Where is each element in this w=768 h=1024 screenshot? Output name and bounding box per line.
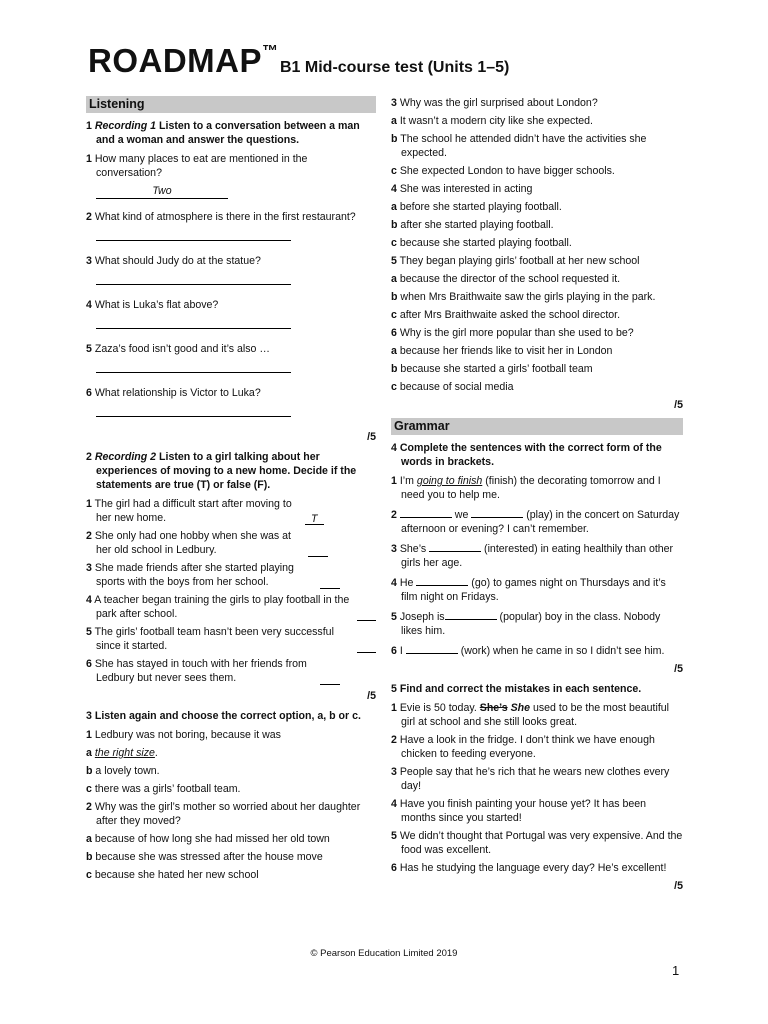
correction-question: 3 People say that he’s rich that he wears new clothes every day! <box>391 766 670 792</box>
task-4-score: /5 <box>674 663 683 675</box>
task3-question: 6 Why is the girl more popular than she used to be? <box>391 327 634 339</box>
task-3-score: /5 <box>674 399 683 411</box>
gap-blank[interactable] <box>429 540 481 552</box>
tf-statement: 2 She only had one hobby when she was at her old school in Ledbury. <box>86 529 376 557</box>
tf-statement: 6 She has stayed in touch with her friends from Ledbury but never sees them. <box>86 657 376 685</box>
correction-question: 4 Have you finish painting your house yet? It has been months since you started! <box>391 798 647 824</box>
option-b[interactable]: b a lovely town. <box>86 765 160 777</box>
answer-line[interactable] <box>96 228 376 242</box>
gap-blank[interactable] <box>400 506 452 518</box>
task-1-score: /5 <box>367 431 376 443</box>
grammar-question: 3 She’s (interested) in eating healthily than other girls her age. <box>391 540 683 570</box>
task3-question: 5 They began playing girls’ football at her new school <box>391 255 640 267</box>
option-c[interactable]: c because she started playing football. <box>391 237 572 249</box>
sample-answer: She <box>510 702 531 714</box>
option-a[interactable]: a because the director of the school requested it. <box>391 273 621 285</box>
grammar-question: 6 I (work) when he came in so I didn’t see him. <box>391 642 683 658</box>
page-header <box>88 42 509 80</box>
option-a[interactable]: a because her friends like to visit her in London <box>391 345 613 357</box>
gap-blank[interactable] <box>471 506 523 518</box>
task3-question: 4 She was interested in acting <box>391 183 533 195</box>
task1-question: 5 Zaza’s food isn’t good and it’s also … <box>86 343 270 355</box>
gap-blank[interactable] <box>445 608 497 620</box>
option-a[interactable]: a before she started playing football. <box>391 201 562 213</box>
task-3-instruction: 3 Listen again and choose the correct option, a, b or c. <box>86 710 361 722</box>
tf-statement: 5 The girls’ football team hasn’t been very successful since it started. <box>86 625 376 653</box>
struck-word: She’s <box>479 702 508 714</box>
answer-line[interactable] <box>96 316 376 330</box>
option-b[interactable]: b The school he attended didn’t have the activities she expected. <box>391 133 647 159</box>
brand-title: ROADMAP <box>88 42 262 79</box>
option-c[interactable]: c because she hated her new school <box>86 869 259 881</box>
task1-question: 2 What kind of atmosphere is there in the first restaurant? <box>86 211 356 223</box>
task3-question: 3 Why was the girl surprised about London? <box>391 97 598 109</box>
trademark-symbol: ™ <box>262 43 278 60</box>
option-c[interactable]: c She expected London to have bigger schools. <box>391 165 615 177</box>
section-heading-listening: Listening <box>86 96 376 113</box>
correction-question: 5 We didn’t thought that Portugal was very expensive. And the food was excellent. <box>391 830 683 856</box>
option-c[interactable]: c after Mrs Braithwaite asked the school director. <box>391 309 621 321</box>
sample-answer: going to finish <box>416 475 483 487</box>
task-4-instruction: 4 Complete the sentences with the correct form of the words in brackets. <box>391 442 662 468</box>
option-b[interactable]: b when Mrs Braithwaite saw the girls playing in the park. <box>391 291 656 303</box>
answer-line[interactable] <box>96 184 376 198</box>
task-5-score: /5 <box>674 880 683 892</box>
option-a[interactable]: a because of how long she had missed her old town <box>86 833 330 845</box>
task1-question: 3 What should Judy do at the statue? <box>86 255 261 267</box>
tf-answer-blank[interactable] <box>320 576 340 589</box>
option-a[interactable]: a It wasn’t a modern city like she expected. <box>391 115 593 127</box>
task-2-instruction: 2 Recording 2 Listen to a girl talking about her experiences of moving to a new home. Decide if the statements are true (T) or false (F). <box>86 451 357 491</box>
test-subtitle: B1 Mid-course test (Units 1–5) <box>280 59 510 76</box>
tf-answer-blank[interactable] <box>320 672 340 685</box>
tf-answer-blank[interactable] <box>357 640 376 653</box>
task1-question: 1 How many places to eat are mentioned in the conversation? <box>86 153 308 179</box>
option-b[interactable]: b because she was stressed after the house move <box>86 851 323 863</box>
option-a[interactable]: a the right size. <box>86 747 158 759</box>
task-5-instruction: 5 Find and correct the mistakes in each sentence. <box>391 683 642 695</box>
copyright-footer: © Pearson Education Limited 2019 <box>310 948 458 959</box>
tf-statement: 1 The girl had a difficult start after moving to her new home. T <box>86 497 376 525</box>
grammar-question: 2 we (play) in the concert on Saturday afternoon or evening? I can’t remember. <box>391 506 683 536</box>
correction-question: 6 Has he studying the language every day? He’s excellent! <box>391 862 667 874</box>
option-c[interactable]: c there was a girls’ football team. <box>86 783 241 795</box>
correction-question: 2 Have a look in the fridge. I don’t think we have enough chicken to feeding everyone. <box>391 734 655 760</box>
right-column <box>391 96 683 899</box>
task1-question: 6 What relationship is Victor to Luka? <box>86 387 261 399</box>
gap-blank[interactable] <box>416 574 468 586</box>
tf-statement: 4 A teacher began training the girls to play football in the park after school. <box>86 593 376 621</box>
answer-line[interactable] <box>96 272 376 286</box>
page-number: 1 <box>672 963 680 978</box>
tf-answer-blank[interactable] <box>357 608 376 621</box>
sample-answer: Two <box>96 184 228 199</box>
task-2-score: /5 <box>367 690 376 702</box>
section-heading-grammar: Grammar <box>391 418 683 435</box>
grammar-question: 1 I’m going to finish (finish) the decorating tomorrow and I need you to help me. <box>391 475 661 501</box>
option-c[interactable]: c because of social media <box>391 381 514 393</box>
tf-statement: 3 She made friends after she started playing sports with the boys from her school. <box>86 561 376 589</box>
task1-question: 4 What is Luka’s flat above? <box>86 299 219 311</box>
left-column <box>86 96 376 886</box>
task-1-instruction: 1 Recording 1 Listen to a conversation between a man and a woman and answer the questions. <box>86 120 360 146</box>
answer-line[interactable] <box>96 404 376 418</box>
task3-question: 2 Why was the girl’s mother so worried about her daughter after they moved? <box>86 801 361 827</box>
gap-blank[interactable] <box>406 642 458 654</box>
sample-answer[interactable]: T <box>305 512 324 525</box>
task3-question: 1 Ledbury was not boring, because it was <box>86 729 281 741</box>
grammar-question: 4 He (go) to games night on Thursdays and it’s film night on Fridays. <box>391 574 683 604</box>
correction-question: 1 Evie is 50 today. She’s She used to be the most beautiful girl at school and she still looks great. <box>391 702 670 728</box>
option-b[interactable]: b after she started playing football. <box>391 219 554 231</box>
grammar-question: 5 Joseph is (popular) boy in the class. Nobody likes him. <box>391 608 683 638</box>
option-b[interactable]: b because she started a girls’ football team <box>391 363 593 375</box>
answer-line[interactable] <box>96 360 376 374</box>
tf-answer-blank[interactable] <box>308 544 328 557</box>
